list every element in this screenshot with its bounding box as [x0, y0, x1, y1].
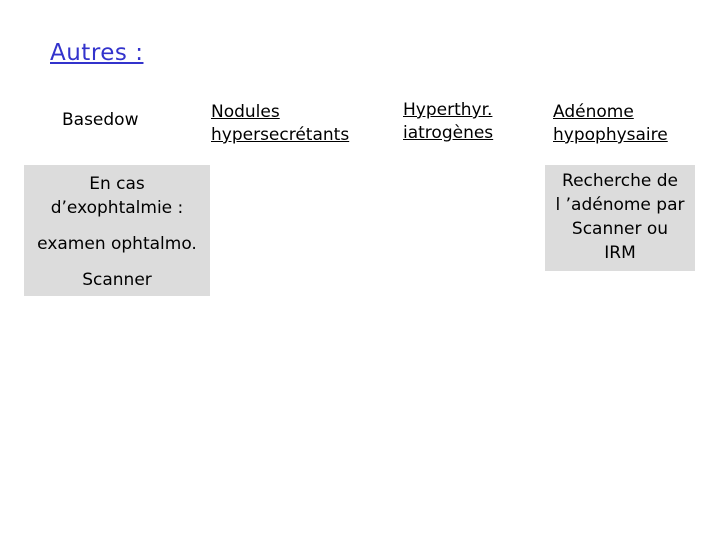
- basedow-exam-box: [24, 165, 210, 296]
- adenome-exam-box: [545, 165, 695, 271]
- box-line: Scanner ou: [571, 219, 669, 239]
- box-line: d’exophtalmie :: [50, 198, 184, 218]
- slide-title: Autres :: [50, 40, 144, 66]
- box-line: Scanner: [82, 270, 152, 290]
- box-line: IRM: [604, 243, 636, 263]
- box-line: Recherche de: [562, 171, 678, 191]
- heading-basedow: Basedow: [62, 110, 139, 130]
- heading-adenome: Adénome hypophysaire: [553, 102, 668, 145]
- box-line: l ’adénome par: [555, 195, 685, 215]
- heading-hyperthyr: Hyperthyr. iatrogènes: [403, 100, 494, 143]
- box-line: examen ophtalmo.: [37, 234, 197, 254]
- heading-nodules: Nodules hypersecrétants: [211, 102, 350, 145]
- box-line: En cas: [89, 174, 145, 194]
